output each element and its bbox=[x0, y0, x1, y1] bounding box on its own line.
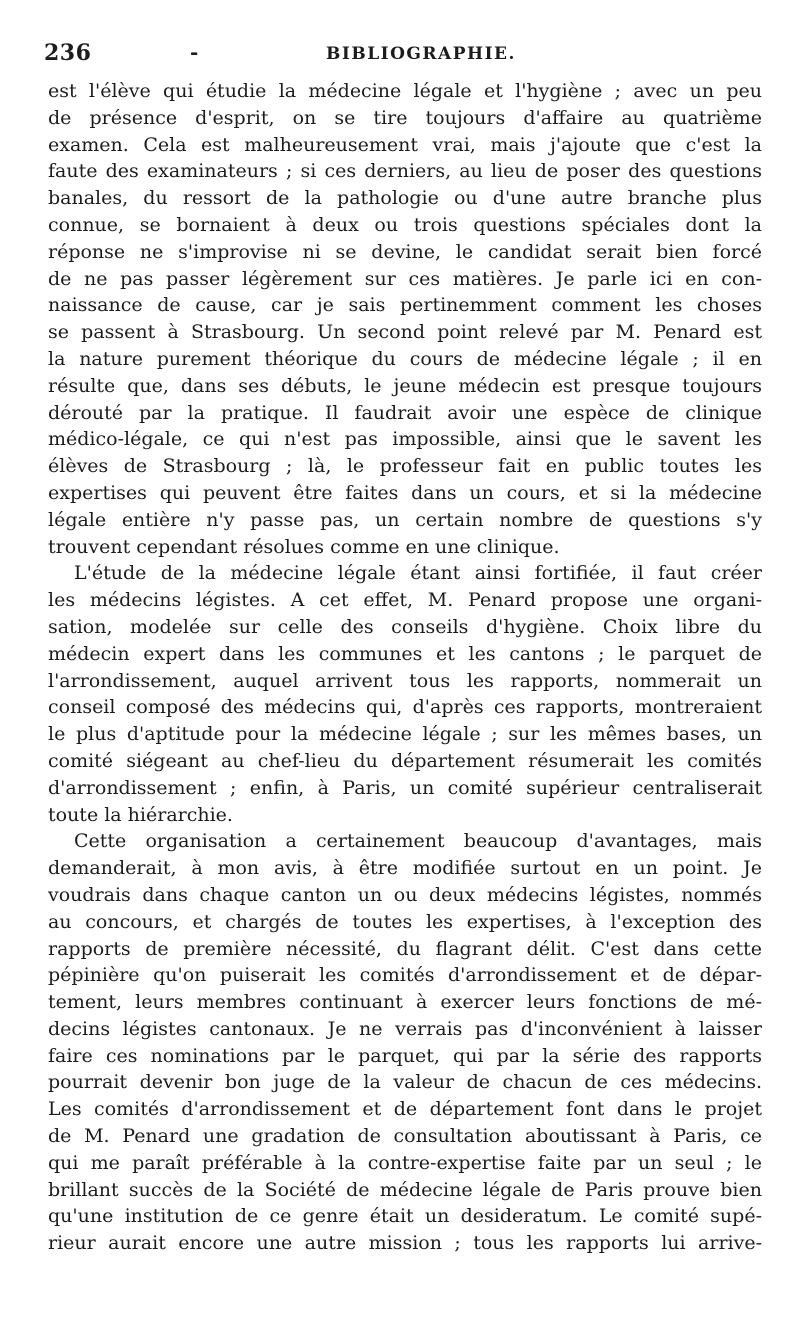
text-line: qui me paraît préférable à la contre-expertise faite par un seul ; le bbox=[48, 1151, 762, 1174]
text-line: de ne pas passer légèrement sur ces matières. Je parle ici en con- bbox=[48, 267, 762, 290]
text-line: L'étude de la médecine légale étant ainsi fortifiée, il faut créer bbox=[74, 562, 762, 585]
text-line: conseil composé des médecins qui, d'après ces rapports, montreraient bbox=[48, 696, 762, 719]
text-line: le plus d'aptitude pour la médecine légale ; sur les mêmes bases, un bbox=[48, 723, 762, 746]
text-line: pépinière qu'on puiserait les comités d'arrondissement et de dépar- bbox=[48, 964, 762, 987]
text-line: banales, du ressort de la pathologie ou d'une autre branche plus bbox=[48, 187, 762, 210]
text-line: faute des examinateurs ; si ces derniers, au lieu de poser des questions bbox=[48, 160, 762, 183]
text-line: résulte que, dans ses débuts, le jeune médecin est presque toujours bbox=[48, 374, 762, 397]
text-line: légale entière n'y passe pas, un certain nombre de questions s'y bbox=[48, 508, 762, 531]
text-line: rapports de première nécessité, du flagrant délit. C'est dans cette bbox=[48, 937, 762, 960]
text-line: de présence d'esprit, on se tire toujours d'affaire au quatrième bbox=[48, 106, 762, 129]
text-line: médico-légale, ce qui n'est pas impossible, ainsi que le savent les bbox=[48, 428, 762, 451]
text-line: se passent à Strasbourg. Un second point relevé par M. Penard est bbox=[48, 321, 762, 344]
text-line: sation, modelée sur celle des conseils d'hygiène. Choix libre du bbox=[48, 615, 762, 638]
text-line: connue, se bornaient à deux ou trois questions spéciales dont la bbox=[48, 213, 762, 236]
text-line: est l'élève qui étudie la médecine légale et l'hygiène ; avec un peu bbox=[48, 80, 762, 102]
text-line: médecin expert dans les communes et les cantons ; le parquet de bbox=[48, 642, 762, 665]
text-line: qu'une institution de ce genre était un desideratum. Le comité supé- bbox=[48, 1205, 762, 1228]
running-title: BIBLIOGRAPHIE. bbox=[326, 44, 516, 64]
text-line: faire ces nominations par le parquet, qui par la série des rapports bbox=[48, 1044, 762, 1067]
text-line: decins légistes cantonaux. Je ne verrais pas d'inconvénient à laisser bbox=[48, 1017, 762, 1040]
page-number: 236 bbox=[44, 40, 92, 66]
text-line: brillant succès de la Société de médecine légale de Paris prouve bien bbox=[48, 1178, 762, 1201]
text-line: au concours, et chargés de toutes les expertises, à l'exception des bbox=[48, 910, 762, 933]
text-line: demanderait, à mon avis, à être modifiée surtout en un point. Je bbox=[48, 857, 762, 880]
text-line: réponse ne s'improvise ni se devine, le candidat serait bien forcé bbox=[48, 240, 762, 263]
text-line: examen. Cela est malheureusement vrai, mais j'ajoute que c'est la bbox=[48, 133, 762, 156]
text-line: dérouté par la pratique. Il faudrait avoir une espèce de clinique bbox=[48, 401, 762, 424]
text-line: trouvent cependant résolues comme en une clinique. bbox=[48, 535, 560, 558]
header-separator: - bbox=[190, 40, 199, 64]
text-line: les médecins légistes. A cet effet, M. Penard propose une organi- bbox=[48, 589, 762, 612]
text-line: comité siégeant au chef-lieu du département résumerait les comités bbox=[48, 749, 762, 772]
text-line: toute la hiérarchie. bbox=[48, 803, 233, 826]
text-line: l'arrondissement, auquel arrivent tous les rapports, nommerait un bbox=[48, 669, 762, 692]
text-line: d'arrondissement ; enfin, à Paris, un comité supérieur centraliserait bbox=[48, 776, 762, 799]
text-line: tement, leurs membres continuant à exercer leurs fonctions de mé- bbox=[48, 991, 762, 1014]
running-head bbox=[44, 40, 764, 70]
text-line: rieur aurait encore une autre mission ; tous les rapports lui arrive- bbox=[48, 1232, 762, 1255]
text-line: expertises qui peuvent être faites dans un cours, et si la médecine bbox=[48, 481, 762, 504]
text-line: de M. Penard une gradation de consultation aboutissant à Paris, ce bbox=[48, 1125, 762, 1148]
body-text bbox=[48, 78, 762, 1257]
text-line: voudrais dans chaque canton un ou deux médecins légistes, nommés bbox=[48, 883, 762, 906]
text-line: Cette organisation a certainement beaucoup d'avantages, mais bbox=[74, 830, 762, 853]
text-line: pourrait devenir bon juge de la valeur de chacun de ces médecins. bbox=[48, 1071, 762, 1094]
text-line: Les comités d'arrondissement et de département font dans le projet bbox=[48, 1098, 762, 1121]
text-line: élèves de Strasbourg ; là, le professeur fait en public toutes les bbox=[48, 455, 762, 478]
text-line: naissance de cause, car je sais pertinemment comment les choses bbox=[48, 294, 762, 317]
text-line: la nature purement théorique du cours de médecine légale ; il en bbox=[48, 347, 762, 370]
